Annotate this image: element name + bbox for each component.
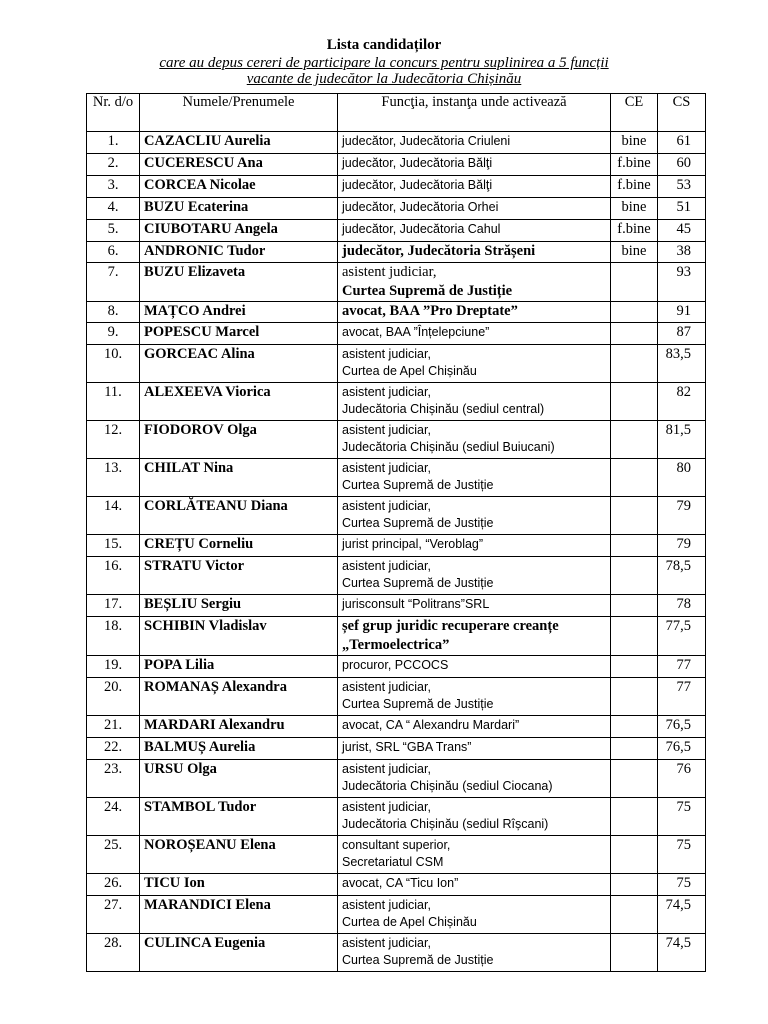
candidate-function bbox=[338, 176, 611, 198]
table-row bbox=[87, 678, 706, 716]
candidate-name: CREȚU Corneliu bbox=[140, 535, 338, 557]
function-line: Curtea Supremă de Justiție bbox=[342, 697, 494, 711]
table-row bbox=[87, 595, 706, 617]
ce-grade: f.bine bbox=[611, 176, 658, 198]
ce-grade bbox=[611, 760, 658, 798]
ce-grade: f.bine bbox=[611, 220, 658, 242]
candidate-function bbox=[338, 497, 611, 535]
ce-grade bbox=[611, 617, 658, 656]
function-line: asistent judiciar, bbox=[342, 898, 431, 912]
cs-score: 79 bbox=[658, 497, 706, 535]
function-line: jurist, SRL “GBA Trans” bbox=[342, 740, 472, 754]
candidate-name: STAMBOL Tudor bbox=[140, 798, 338, 836]
function-line: judecător, Judecătoria Criuleni bbox=[342, 134, 511, 148]
ce-grade bbox=[611, 497, 658, 535]
ce-grade bbox=[611, 345, 658, 383]
cs-score: 82 bbox=[658, 383, 706, 421]
function-line: Curtea de Apel Chișinău bbox=[342, 364, 477, 378]
function-line: Curtea de Apel Chișinău bbox=[342, 915, 477, 929]
function-line: asistent judiciar, bbox=[342, 936, 431, 950]
ce-grade bbox=[611, 302, 658, 323]
candidate-function bbox=[338, 220, 611, 242]
cs-score: 77,5 bbox=[658, 617, 706, 656]
candidate-name: FIODOROV Olga bbox=[140, 421, 338, 459]
table-row bbox=[87, 896, 706, 934]
header-name: Numele/Prenumele bbox=[140, 94, 338, 132]
cs-score: 51 bbox=[658, 198, 706, 220]
candidate-function bbox=[338, 383, 611, 421]
row-number: 11. bbox=[87, 383, 140, 421]
row-number: 21. bbox=[87, 716, 140, 738]
candidate-function bbox=[338, 595, 611, 617]
cs-score: 74,5 bbox=[658, 934, 706, 972]
function-line: asistent judiciar, bbox=[342, 385, 431, 399]
header-function: Funcţia, instanţa unde activează bbox=[338, 94, 611, 132]
ce-grade: bine bbox=[611, 242, 658, 263]
candidate-function bbox=[338, 678, 611, 716]
function-line: asistent judiciar, bbox=[342, 680, 431, 694]
candidate-name: MARDARI Alexandru bbox=[140, 716, 338, 738]
function-line: judecător, Judecătoria Cahul bbox=[342, 222, 501, 236]
row-number: 22. bbox=[87, 738, 140, 760]
table-row bbox=[87, 617, 706, 656]
table-row bbox=[87, 154, 706, 176]
function-line: avocat, CA “Ticu Ion” bbox=[342, 876, 459, 890]
candidate-name: CUCERESCU Ana bbox=[140, 154, 338, 176]
cs-score: 53 bbox=[658, 176, 706, 198]
row-number: 27. bbox=[87, 896, 140, 934]
candidate-function bbox=[338, 345, 611, 383]
subtitle-line: vacante de judecător la Judecătoria Chișinău bbox=[246, 71, 522, 87]
row-number: 16. bbox=[87, 557, 140, 595]
subtitle-line: care au depus cereri de participare la concurs pentru suplinirea a 5 funcții bbox=[159, 55, 609, 71]
table-row bbox=[87, 176, 706, 198]
ce-grade bbox=[611, 535, 658, 557]
candidate-name: POPESCU Marcel bbox=[140, 323, 338, 345]
candidate-name: CORCEA Nicolae bbox=[140, 176, 338, 198]
table-row bbox=[87, 934, 706, 972]
function-line: asistent judiciar, bbox=[342, 559, 431, 573]
candidate-function bbox=[338, 132, 611, 154]
function-line: judecător, Judecătoria Orhei bbox=[342, 200, 499, 214]
function-line: jurisconsult “Politrans”SRL bbox=[342, 597, 490, 611]
candidate-function bbox=[338, 760, 611, 798]
function-line: judecător, Judecătoria Bălţi bbox=[342, 178, 493, 192]
cs-score: 79 bbox=[658, 535, 706, 557]
cs-score: 75 bbox=[658, 798, 706, 836]
cs-score: 77 bbox=[658, 678, 706, 716]
ce-grade: bine bbox=[611, 132, 658, 154]
row-number: 1. bbox=[87, 132, 140, 154]
candidate-name: CHILAT Nina bbox=[140, 459, 338, 497]
header-cs: CS bbox=[658, 94, 706, 132]
row-number: 20. bbox=[87, 678, 140, 716]
candidate-function bbox=[338, 798, 611, 836]
function-line: asistent judiciar, bbox=[342, 461, 431, 475]
ce-grade bbox=[611, 896, 658, 934]
candidate-function bbox=[338, 934, 611, 972]
candidate-name: POPA Lilia bbox=[140, 656, 338, 678]
table-row bbox=[87, 421, 706, 459]
table-row bbox=[87, 263, 706, 302]
cs-score: 76,5 bbox=[658, 716, 706, 738]
table-row bbox=[87, 198, 706, 220]
ce-grade: f.bine bbox=[611, 154, 658, 176]
row-number: 15. bbox=[87, 535, 140, 557]
candidate-name: BUZU Elizaveta bbox=[140, 263, 338, 302]
function-line: judecător, Judecătoria Strășeni bbox=[342, 243, 536, 259]
cs-score: 80 bbox=[658, 459, 706, 497]
table-row bbox=[87, 242, 706, 263]
function-line: avocat, BAA ”Înțelepciune” bbox=[342, 325, 490, 339]
candidate-function bbox=[338, 263, 611, 302]
function-line: Judecătoria Chișinău (sediul Buiucani) bbox=[342, 440, 555, 454]
candidate-name: CIUBOTARU Angela bbox=[140, 220, 338, 242]
cs-score: 81,5 bbox=[658, 421, 706, 459]
cs-score: 77 bbox=[658, 656, 706, 678]
ce-grade bbox=[611, 383, 658, 421]
candidate-name: MARANDICI Elena bbox=[140, 896, 338, 934]
row-number: 13. bbox=[87, 459, 140, 497]
table-row bbox=[87, 738, 706, 760]
table-row bbox=[87, 323, 706, 345]
cs-score: 38 bbox=[658, 242, 706, 263]
candidate-name: GORCEAC Alina bbox=[140, 345, 338, 383]
cs-score: 74,5 bbox=[658, 896, 706, 934]
candidate-name: SCHIBIN Vladislav bbox=[140, 617, 338, 656]
table-row bbox=[87, 220, 706, 242]
candidate-function bbox=[338, 198, 611, 220]
ce-grade bbox=[611, 934, 658, 972]
row-number: 12. bbox=[87, 421, 140, 459]
candidate-name: ROMANAȘ Alexandra bbox=[140, 678, 338, 716]
cs-score: 76,5 bbox=[658, 738, 706, 760]
cs-score: 87 bbox=[658, 323, 706, 345]
cs-score: 75 bbox=[658, 874, 706, 896]
cs-score: 61 bbox=[658, 132, 706, 154]
ce-grade: bine bbox=[611, 198, 658, 220]
header-nr: Nr. d/o bbox=[87, 94, 140, 132]
candidate-function bbox=[338, 874, 611, 896]
row-number: 17. bbox=[87, 595, 140, 617]
ce-grade bbox=[611, 263, 658, 302]
candidate-function bbox=[338, 617, 611, 656]
row-number: 7. bbox=[87, 263, 140, 302]
function-line: asistent judiciar, bbox=[342, 499, 431, 513]
cs-score: 78,5 bbox=[658, 557, 706, 595]
function-line: jurist principal, “Veroblag” bbox=[342, 537, 484, 551]
function-line: avocat, CA “ Alexandru Mardari” bbox=[342, 718, 520, 732]
table-row bbox=[87, 716, 706, 738]
cs-score: 76 bbox=[658, 760, 706, 798]
table-row bbox=[87, 535, 706, 557]
table-row bbox=[87, 760, 706, 798]
candidate-function bbox=[338, 154, 611, 176]
candidate-function bbox=[338, 896, 611, 934]
candidate-name: MAȚCO Andrei bbox=[140, 302, 338, 323]
ce-grade bbox=[611, 421, 658, 459]
candidate-function bbox=[338, 716, 611, 738]
ce-grade bbox=[611, 656, 658, 678]
function-line: asistent judiciar, bbox=[342, 264, 437, 280]
table-row bbox=[87, 497, 706, 535]
candidate-name: CAZACLIU Aurelia bbox=[140, 132, 338, 154]
function-line: „Termoelectrica” bbox=[342, 637, 450, 653]
ce-grade bbox=[611, 459, 658, 497]
document-subtitle bbox=[80, 55, 688, 87]
candidate-function bbox=[338, 421, 611, 459]
table-header-row bbox=[87, 94, 706, 132]
row-number: 26. bbox=[87, 874, 140, 896]
cs-score: 75 bbox=[658, 836, 706, 874]
ce-grade bbox=[611, 323, 658, 345]
table-row bbox=[87, 798, 706, 836]
cs-score: 83,5 bbox=[658, 345, 706, 383]
function-line: avocat, BAA ”Pro Dreptate” bbox=[342, 303, 518, 319]
cs-score: 45 bbox=[658, 220, 706, 242]
candidate-name: BEȘLIU Sergiu bbox=[140, 595, 338, 617]
function-line: asistent judiciar, bbox=[342, 423, 431, 437]
table-row bbox=[87, 874, 706, 896]
row-number: 28. bbox=[87, 934, 140, 972]
candidate-name: BALMUȘ Aurelia bbox=[140, 738, 338, 760]
cs-score: 93 bbox=[658, 263, 706, 302]
row-number: 14. bbox=[87, 497, 140, 535]
row-number: 23. bbox=[87, 760, 140, 798]
ce-grade bbox=[611, 874, 658, 896]
table-row bbox=[87, 383, 706, 421]
candidate-name: TICU Ion bbox=[140, 874, 338, 896]
function-line: Curtea Supremă de Justiție bbox=[342, 516, 494, 530]
cs-score: 60 bbox=[658, 154, 706, 176]
ce-grade bbox=[611, 716, 658, 738]
candidate-name: BUZU Ecaterina bbox=[140, 198, 338, 220]
row-number: 5. bbox=[87, 220, 140, 242]
ce-grade bbox=[611, 678, 658, 716]
function-line: Curtea Supremă de Justiție bbox=[342, 283, 513, 299]
function-line: consultant superior, bbox=[342, 838, 451, 852]
function-line: Secretariatul CSM bbox=[342, 855, 444, 869]
candidate-name: URSU Olga bbox=[140, 760, 338, 798]
candidate-function bbox=[338, 656, 611, 678]
table-row bbox=[87, 459, 706, 497]
candidate-function bbox=[338, 459, 611, 497]
candidate-function bbox=[338, 535, 611, 557]
ce-grade bbox=[611, 595, 658, 617]
candidate-function bbox=[338, 242, 611, 263]
function-line: Judecătoria Chișinău (sediul Ciocana) bbox=[342, 779, 553, 793]
function-line: Judecătoria Chișinău (sediul Rîșcani) bbox=[342, 817, 549, 831]
function-line: Curtea Supremă de Justiție bbox=[342, 478, 494, 492]
row-number: 4. bbox=[87, 198, 140, 220]
function-line: procuror, PCCOCS bbox=[342, 658, 449, 672]
row-number: 6. bbox=[87, 242, 140, 263]
ce-grade bbox=[611, 798, 658, 836]
candidate-function bbox=[338, 557, 611, 595]
candidate-function bbox=[338, 738, 611, 760]
function-line: Curtea Supremă de Justiție bbox=[342, 953, 494, 967]
row-number: 2. bbox=[87, 154, 140, 176]
function-line: Curtea Supremă de Justiție bbox=[342, 576, 494, 590]
table-row bbox=[87, 345, 706, 383]
row-number: 24. bbox=[87, 798, 140, 836]
row-number: 25. bbox=[87, 836, 140, 874]
row-number: 9. bbox=[87, 323, 140, 345]
table-row bbox=[87, 836, 706, 874]
header-ce: CE bbox=[611, 94, 658, 132]
cs-score: 78 bbox=[658, 595, 706, 617]
function-line: asistent judiciar, bbox=[342, 347, 431, 361]
row-number: 3. bbox=[87, 176, 140, 198]
ce-grade bbox=[611, 738, 658, 760]
function-line: asistent judiciar, bbox=[342, 762, 431, 776]
table-row bbox=[87, 302, 706, 323]
cs-score: 91 bbox=[658, 302, 706, 323]
row-number: 10. bbox=[87, 345, 140, 383]
function-line: asistent judiciar, bbox=[342, 800, 431, 814]
function-line: șef grup juridic recuperare creanțe bbox=[342, 618, 559, 634]
table-row bbox=[87, 132, 706, 154]
function-line: Judecătoria Chișinău (sediul central) bbox=[342, 402, 545, 416]
candidate-function bbox=[338, 323, 611, 345]
row-number: 19. bbox=[87, 656, 140, 678]
candidate-name: ALEXEEVA Viorica bbox=[140, 383, 338, 421]
document-title: Lista candidaților bbox=[326, 37, 442, 53]
ce-grade bbox=[611, 836, 658, 874]
row-number: 8. bbox=[87, 302, 140, 323]
candidate-name: NOROȘEANU Elena bbox=[140, 836, 338, 874]
table-row bbox=[87, 656, 706, 678]
candidate-function bbox=[338, 836, 611, 874]
row-number: 18. bbox=[87, 617, 140, 656]
candidate-function bbox=[338, 302, 611, 323]
candidate-name: STRATU Victor bbox=[140, 557, 338, 595]
candidate-name: ANDRONIC Tudor bbox=[140, 242, 338, 263]
candidate-name: CORLĂTEANU Diana bbox=[140, 497, 338, 535]
table-row bbox=[87, 557, 706, 595]
candidates-table bbox=[86, 93, 706, 972]
ce-grade bbox=[611, 557, 658, 595]
candidate-name: CULINCA Eugenia bbox=[140, 934, 338, 972]
function-line: judecător, Judecătoria Bălţi bbox=[342, 156, 493, 170]
